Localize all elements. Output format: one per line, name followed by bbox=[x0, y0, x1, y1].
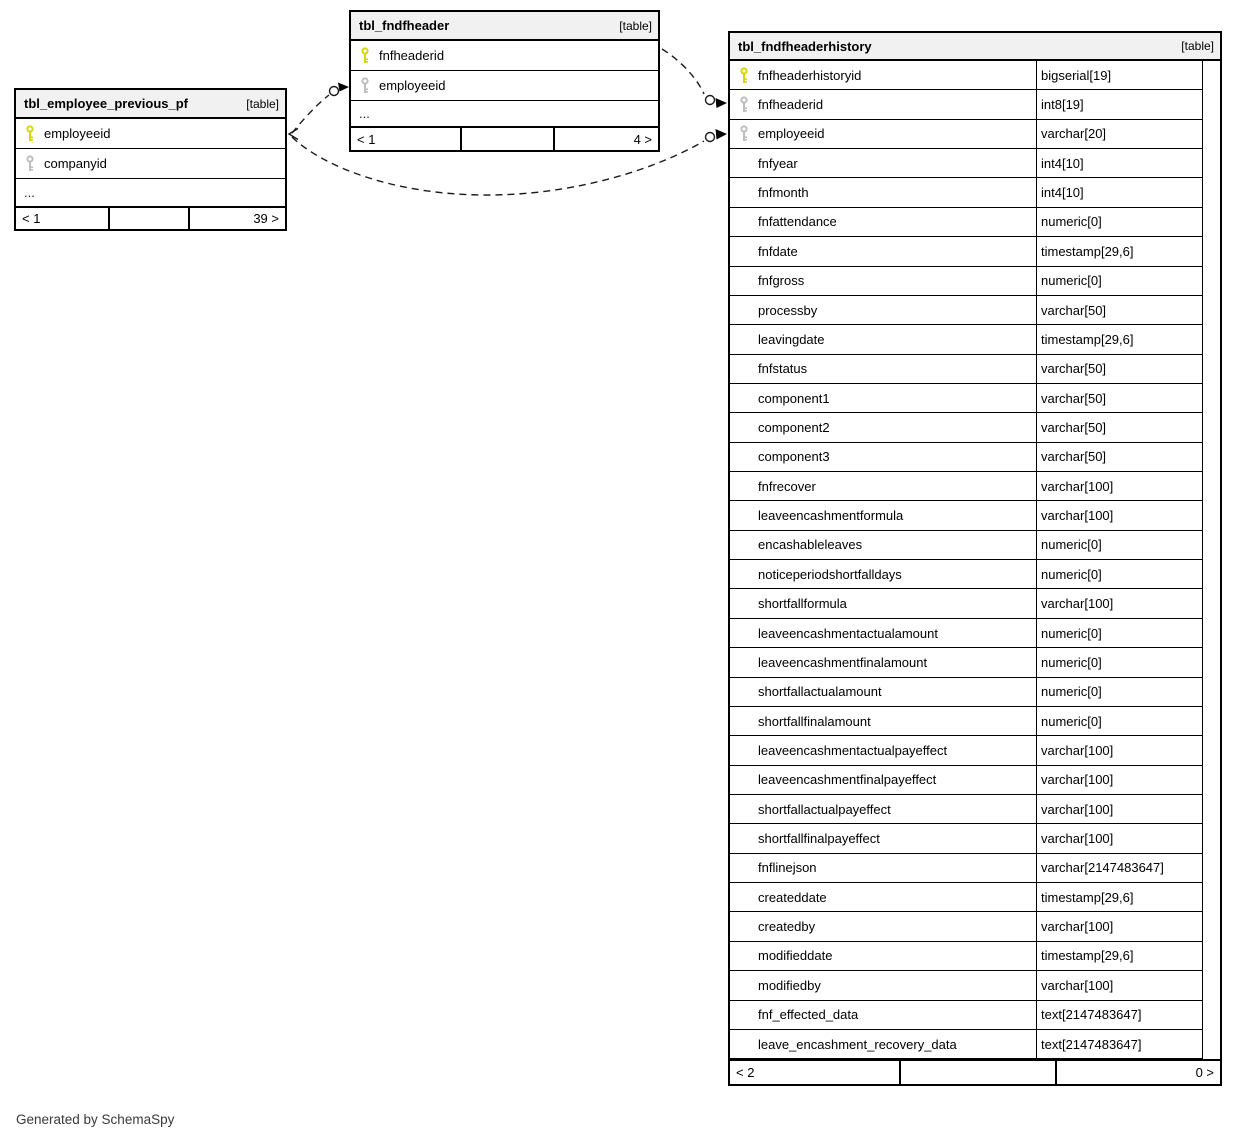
table-footer bbox=[730, 1059, 1220, 1084]
column-type: int4[10] bbox=[1036, 149, 1202, 177]
relation-history-fnfheaderid bbox=[662, 49, 727, 108]
column-type: varchar[2147483647] bbox=[1036, 854, 1202, 882]
column-row bbox=[730, 1001, 1202, 1030]
column-type: varchar[100] bbox=[1036, 472, 1202, 500]
footer-children-count: 0 > bbox=[1055, 1061, 1220, 1084]
table-fndfheader bbox=[349, 10, 660, 152]
column-row bbox=[730, 178, 1202, 207]
column-name: component3 bbox=[758, 449, 830, 465]
key-icon bbox=[730, 683, 758, 700]
key-icon bbox=[730, 213, 758, 230]
column-row bbox=[730, 501, 1202, 530]
column-row bbox=[730, 531, 1202, 560]
column-row bbox=[351, 41, 658, 71]
key-icon bbox=[730, 801, 758, 818]
column-row bbox=[730, 90, 1202, 119]
column-name: component2 bbox=[758, 419, 830, 435]
column-type: numeric[0] bbox=[1036, 619, 1202, 647]
more-columns-ellipsis: ... bbox=[24, 185, 35, 200]
key-icon bbox=[730, 67, 758, 84]
column-row bbox=[730, 1030, 1202, 1059]
key-icon bbox=[730, 125, 758, 142]
column-row bbox=[730, 325, 1202, 354]
column-type: varchar[100] bbox=[1036, 971, 1202, 999]
key-icon bbox=[730, 243, 758, 260]
column-name: shortfallactualamount bbox=[758, 684, 882, 700]
column-type: varchar[50] bbox=[1036, 413, 1202, 441]
footer-children-count: 39 > bbox=[188, 208, 285, 229]
column-name: fnfheaderhistoryid bbox=[758, 67, 862, 83]
column-row bbox=[730, 619, 1202, 648]
column-name: employeeid bbox=[379, 78, 446, 93]
column-name: fnfheaderid bbox=[379, 48, 445, 63]
key-icon bbox=[730, 360, 758, 377]
column-type: numeric[0] bbox=[1036, 707, 1202, 735]
column-row bbox=[730, 971, 1202, 1000]
column-name: fnfattendance bbox=[758, 214, 837, 230]
column-name: employeeid bbox=[758, 126, 825, 142]
column-type: timestamp[29,6] bbox=[1036, 883, 1202, 911]
column-name: modifieddate bbox=[758, 948, 833, 964]
column-type: varchar[50] bbox=[1036, 355, 1202, 383]
column-type: varchar[100] bbox=[1036, 824, 1202, 852]
column-row bbox=[730, 120, 1202, 149]
key-icon bbox=[730, 419, 758, 436]
column-row bbox=[730, 237, 1202, 266]
table-header bbox=[730, 33, 1220, 61]
key-icon bbox=[351, 77, 379, 94]
column-type: numeric[0] bbox=[1036, 267, 1202, 295]
relation-fndfheader-employeeid bbox=[292, 83, 349, 134]
column-row bbox=[730, 912, 1202, 941]
column-row bbox=[730, 766, 1202, 795]
column-type: numeric[0] bbox=[1036, 678, 1202, 706]
key-icon bbox=[730, 595, 758, 612]
column-type: numeric[0] bbox=[1036, 648, 1202, 676]
column-name: fnfyear bbox=[758, 155, 798, 171]
key-icon bbox=[730, 448, 758, 465]
table-title[interactable]: tbl_fndfheaderhistory bbox=[738, 38, 872, 54]
column-type: varchar[50] bbox=[1036, 443, 1202, 471]
column-row bbox=[730, 648, 1202, 677]
column-type: varchar[20] bbox=[1036, 120, 1202, 148]
column-name: shortfallactualpayeffect bbox=[758, 801, 891, 817]
column-row bbox=[730, 208, 1202, 237]
column-name: leave_encashment_recovery_data bbox=[758, 1036, 957, 1052]
column-row bbox=[730, 589, 1202, 618]
column-type: text[2147483647] bbox=[1036, 1030, 1202, 1058]
column-type: text[2147483647] bbox=[1036, 1001, 1202, 1029]
column-type: numeric[0] bbox=[1036, 560, 1202, 588]
column-type: timestamp[29,6] bbox=[1036, 325, 1202, 353]
column-name: leavingdate bbox=[758, 331, 825, 347]
column-row bbox=[730, 296, 1202, 325]
column-name: fnfmonth bbox=[758, 185, 809, 201]
column-name: employeeid bbox=[44, 126, 111, 141]
key-icon bbox=[730, 536, 758, 553]
column-row bbox=[730, 824, 1202, 853]
table-header bbox=[16, 90, 285, 119]
column-type: varchar[100] bbox=[1036, 766, 1202, 794]
column-row bbox=[730, 560, 1202, 589]
column-type: int4[10] bbox=[1036, 178, 1202, 206]
column-name: fnf_effected_data bbox=[758, 1007, 859, 1023]
column-name: modifiedby bbox=[758, 977, 821, 993]
footer-middle-cell bbox=[460, 128, 553, 150]
column-type: numeric[0] bbox=[1036, 531, 1202, 559]
table-fndfheaderhistory bbox=[728, 31, 1222, 1086]
key-icon bbox=[730, 947, 758, 964]
key-icon bbox=[730, 302, 758, 319]
column-name: shortfallfinalamount bbox=[758, 713, 871, 729]
column-type: varchar[100] bbox=[1036, 589, 1202, 617]
key-icon bbox=[730, 1006, 758, 1023]
column-type: varchar[100] bbox=[1036, 912, 1202, 940]
key-icon bbox=[730, 771, 758, 788]
column-row bbox=[730, 736, 1202, 765]
right-spacer-column bbox=[1202, 61, 1220, 1059]
footer-children-count: 4 > bbox=[553, 128, 658, 150]
column-row bbox=[730, 355, 1202, 384]
key-icon bbox=[730, 625, 758, 642]
column-row bbox=[730, 267, 1202, 296]
key-icon bbox=[730, 96, 758, 113]
column-type: timestamp[29,6] bbox=[1036, 942, 1202, 970]
key-icon bbox=[730, 742, 758, 759]
relation-parent-arrow-employeeid bbox=[289, 129, 298, 140]
column-row bbox=[16, 119, 285, 149]
key-icon bbox=[730, 390, 758, 407]
column-name: leaveencashmentfinalpayeffect bbox=[758, 772, 937, 788]
column-row bbox=[730, 854, 1202, 883]
key-icon bbox=[730, 1036, 758, 1053]
column-name: leaveencashmentactualamount bbox=[758, 625, 938, 641]
key-icon bbox=[730, 272, 758, 289]
column-row bbox=[730, 149, 1202, 178]
table-employee-previous-pf bbox=[14, 88, 287, 231]
column-row bbox=[730, 707, 1202, 736]
column-type: varchar[50] bbox=[1036, 296, 1202, 324]
footer-middle-cell bbox=[108, 208, 188, 229]
column-name: fnfdate bbox=[758, 243, 798, 259]
column-name: processby bbox=[758, 302, 818, 318]
key-icon bbox=[351, 47, 379, 64]
column-name: component1 bbox=[758, 390, 830, 406]
table-badge: [table] bbox=[619, 18, 652, 33]
footer-parents-count: < 2 bbox=[736, 1065, 755, 1080]
column-row bbox=[730, 61, 1202, 90]
column-name: fnfgross bbox=[758, 273, 805, 289]
key-icon bbox=[730, 155, 758, 172]
column-row bbox=[16, 149, 285, 179]
column-type: varchar[50] bbox=[1036, 384, 1202, 412]
footer-middle-cell bbox=[899, 1061, 1055, 1084]
column-name: shortfallfinalpayeffect bbox=[758, 831, 880, 847]
column-name: createddate bbox=[758, 889, 827, 905]
column-row bbox=[730, 384, 1202, 413]
key-icon bbox=[730, 566, 758, 583]
key-icon bbox=[730, 654, 758, 671]
column-name: fnfheaderid bbox=[758, 97, 824, 113]
column-row bbox=[351, 71, 658, 101]
column-type: varchar[100] bbox=[1036, 795, 1202, 823]
key-icon bbox=[16, 155, 44, 172]
column-row bbox=[730, 942, 1202, 971]
generated-by-note: Generated by SchemaSpy bbox=[16, 1112, 175, 1127]
table-footer bbox=[16, 206, 285, 229]
footer-parents-count: < 1 bbox=[357, 131, 376, 147]
column-row bbox=[730, 413, 1202, 442]
column-row bbox=[730, 678, 1202, 707]
table-title[interactable]: tbl_fndfheader bbox=[359, 18, 450, 33]
key-icon bbox=[16, 125, 44, 142]
column-type: numeric[0] bbox=[1036, 208, 1202, 236]
column-list bbox=[16, 119, 285, 179]
column-name: encashableleaves bbox=[758, 537, 863, 553]
footer-parents-count: < 1 bbox=[22, 211, 41, 226]
column-name: noticeperiodshortfalldays bbox=[758, 566, 902, 582]
column-name: shortfallformula bbox=[758, 596, 847, 612]
key-icon bbox=[730, 830, 758, 847]
table-badge: [table] bbox=[1181, 39, 1214, 53]
more-columns-ellipsis: ... bbox=[359, 106, 370, 121]
column-name: fnflinejson bbox=[758, 860, 817, 876]
column-name: fnfstatus bbox=[758, 361, 808, 377]
table-title[interactable]: tbl_employee_previous_pf bbox=[24, 96, 188, 111]
column-row bbox=[730, 795, 1202, 824]
table-header bbox=[351, 12, 658, 41]
column-name: leaveencashmentformula bbox=[758, 508, 904, 524]
column-type: varchar[100] bbox=[1036, 736, 1202, 764]
key-icon bbox=[730, 331, 758, 348]
table-footer bbox=[351, 126, 658, 150]
column-name: fnfrecover bbox=[758, 478, 816, 494]
column-name: createdby bbox=[758, 919, 816, 935]
key-icon bbox=[730, 918, 758, 935]
column-row bbox=[730, 443, 1202, 472]
column-list bbox=[351, 41, 658, 101]
key-icon bbox=[730, 977, 758, 994]
key-icon bbox=[730, 713, 758, 730]
column-type: int8[19] bbox=[1036, 90, 1202, 118]
column-list bbox=[730, 61, 1202, 1059]
column-name: leaveencashmentfinalamount bbox=[758, 654, 928, 670]
table-badge: [table] bbox=[246, 96, 279, 111]
key-icon bbox=[730, 507, 758, 524]
key-icon bbox=[730, 184, 758, 201]
column-row bbox=[730, 472, 1202, 501]
column-type: timestamp[29,6] bbox=[1036, 237, 1202, 265]
column-name: leaveencashmentactualpayeffect bbox=[758, 742, 948, 758]
key-icon bbox=[730, 889, 758, 906]
column-type: bigserial[19] bbox=[1036, 61, 1202, 89]
key-icon bbox=[730, 478, 758, 495]
column-row bbox=[730, 883, 1202, 912]
column-name: companyid bbox=[44, 156, 107, 171]
column-type: varchar[100] bbox=[1036, 501, 1202, 529]
key-icon bbox=[730, 859, 758, 876]
